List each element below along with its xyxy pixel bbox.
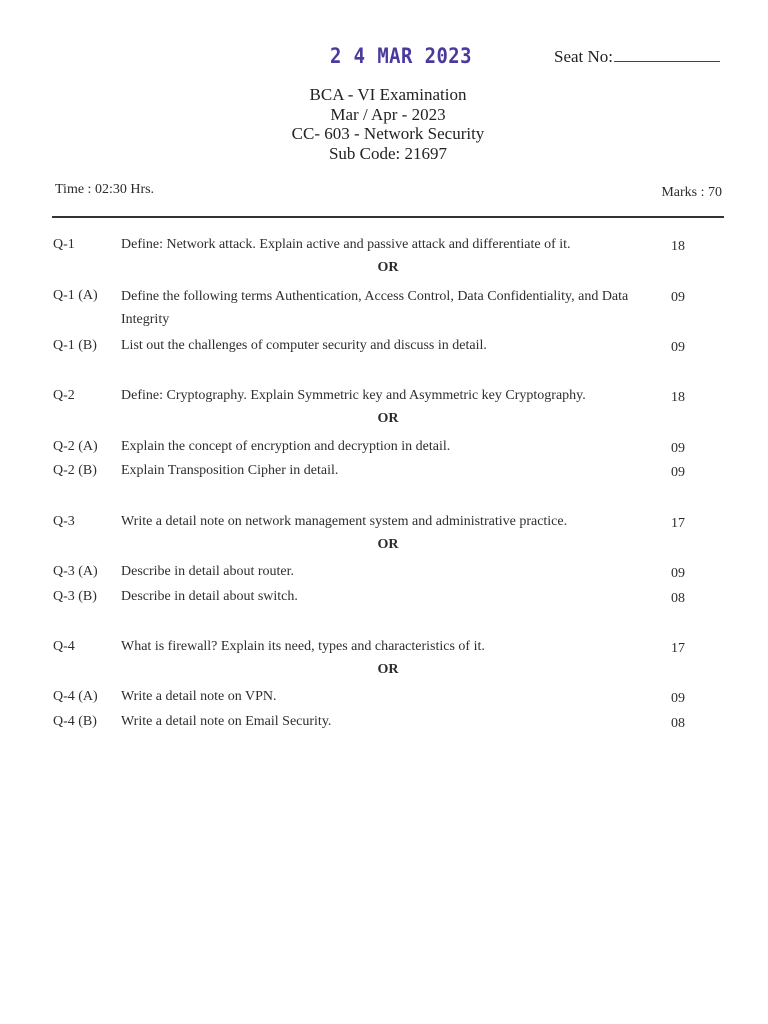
exam-title: BCA - VI Examination [309,85,467,104]
question-text: Describe in detail about switch. [121,589,298,604]
question-text: What is firewall? Explain its need, types and characteristics of it. [121,639,485,654]
question-text: Define: Network attack. Explain active and passive attack and differentiate of it. [121,237,571,252]
or-separator: OR [377,411,399,426]
question-label: Q-3 (B) [53,589,97,604]
or-separator: OR [377,662,399,677]
question-marks: 09 [671,290,685,305]
question-label: Q-4 (A) [53,689,98,704]
question-text: Explain Transposition Cipher in detail. [121,463,339,478]
question-label: Q-4 [53,639,75,654]
question-text: Write a detail note on VPN. [121,689,277,704]
question-marks: 17 [671,641,685,656]
question-marks: 09 [671,691,685,706]
header-divider [52,216,724,218]
question-label: Q-1 (B) [53,338,97,353]
question-marks: 09 [671,441,685,456]
question-marks: 18 [671,239,685,254]
question-marks: 08 [671,591,685,606]
question-marks: 17 [671,516,685,531]
question-text: Define the following terms Authentication, Access Control, Data Confidentiality, and Data Integrity [121,289,629,327]
time-allowed: Time : 02:30 Hrs. [55,182,155,197]
course-title: CC- 603 - Network Security [291,124,485,143]
question-marks: 09 [671,465,685,480]
subject-code: Sub Code: 21697 [328,143,448,163]
exam-header [0,85,768,163]
question-label: Q-2 [53,388,75,403]
question-marks: 18 [671,390,685,405]
or-separator: OR [377,260,399,275]
question-marks: 09 [671,566,685,581]
seat-number-field [554,47,720,67]
exam-session: Mar / Apr - 2023 [330,104,446,124]
total-marks: Marks : 70 [661,185,722,200]
question-label: Q-3 [53,514,75,529]
question-label: Q-4 (B) [53,714,97,729]
question-text: Describe in detail about router. [121,564,294,579]
question-text: Explain the concept of encryption and decryption in detail. [121,439,451,454]
question-label: Q-2 (B) [53,463,97,478]
question-label: Q-1 [53,237,75,252]
date-stamp: 2 4 MAR 2023 [330,44,472,68]
question-text: Define: Cryptography. Explain Symmetric key and Asymmetric key Cryptography. [121,388,586,403]
or-separator: OR [377,537,399,552]
question-text: List out the challenges of computer security and discuss in detail. [121,338,487,353]
question-label: Q-1 (A) [53,288,98,303]
question-marks: 08 [671,716,685,731]
question-label: Q-2 (A) [53,439,98,454]
question-text: Write a detail note on Email Security. [121,714,332,729]
question-text: Write a detail note on network management system and administrative practice. [121,514,568,529]
seat-number-label: Seat No: [554,47,614,66]
question-label: Q-3 (A) [53,564,98,579]
seat-number-blank [614,47,720,62]
question-marks: 09 [671,340,685,355]
